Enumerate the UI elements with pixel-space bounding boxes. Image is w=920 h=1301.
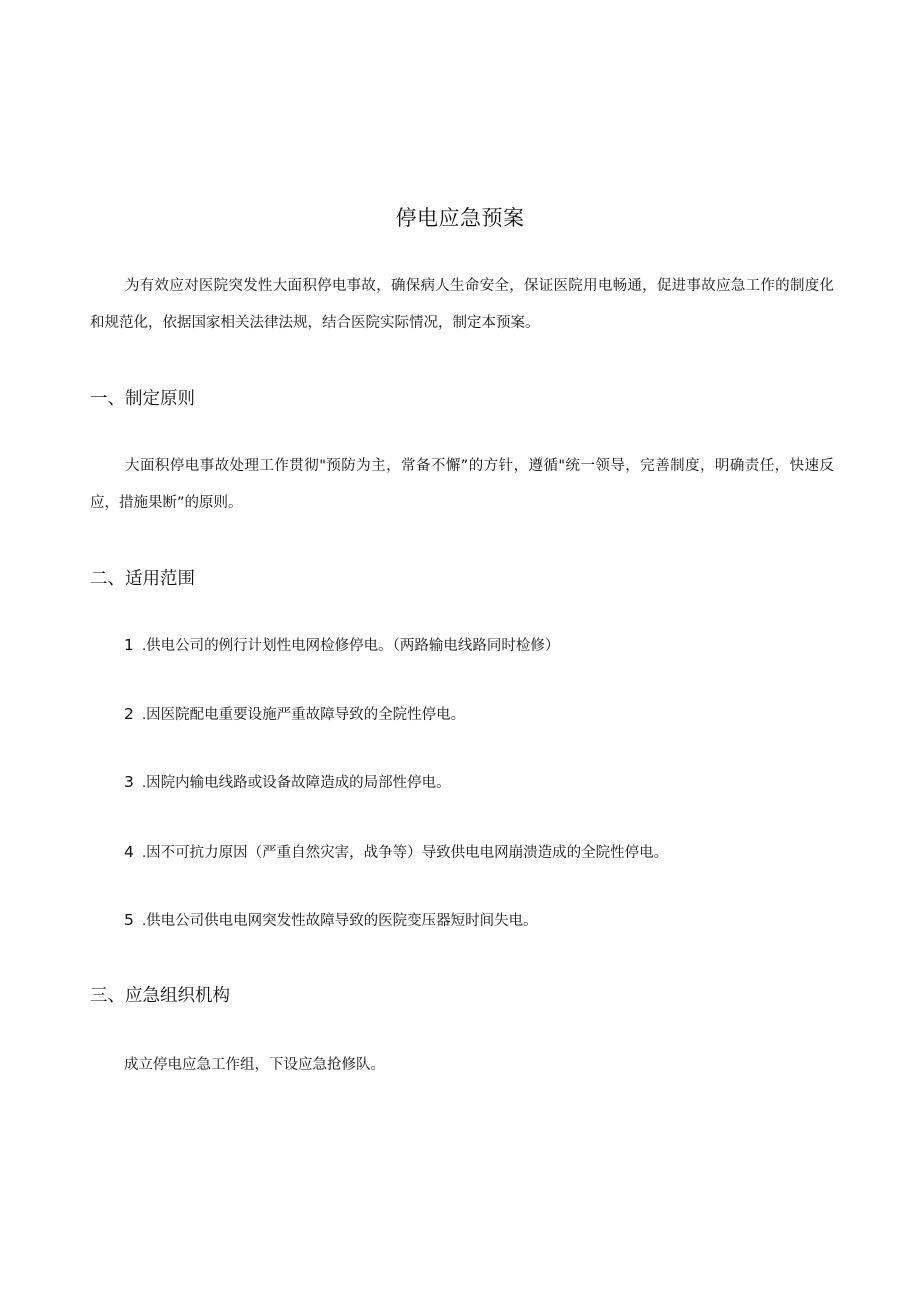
section-heading-principles: 一、制定原则 — [90, 389, 195, 409]
list-item-separator: . — [142, 639, 147, 654]
document-title: 停电应急预案 — [395, 206, 525, 230]
list-item-separator: . — [142, 708, 147, 723]
intro-paragraph: 为有效应对医院突发性大面积停电事故，确保病人生命安全，保证医院用电畅通，促进事故应急工作的制度化和规范化，依据国家相关法律法规，结合医院实际情况，制定本预案。 — [90, 278, 834, 331]
list-item-text: 供电公司供电电网突发性故障导致的医院变压器短时间失电。 — [146, 913, 538, 929]
list-item-text: 供电公司的例行计划性电网检修停电。（两路输电线路同时检修） — [146, 638, 560, 654]
list-item-number: 1 — [124, 636, 134, 654]
list-item-number: 5 — [124, 911, 134, 929]
list-item-text: 因医院配电重要设施严重故障导致的全院性停电。 — [146, 707, 466, 723]
principles-paragraph: 大面积停电事故处理工作贯彻"预防为主，常备不懈”的方针，遵循"统一领导，完善制度，明确责任，快速反应，措施果断”的原则。 — [90, 458, 834, 511]
section-heading-organization: 三、应急组织机构 — [90, 986, 230, 1006]
scope-list-item — [124, 909, 538, 933]
list-item-separator: . — [142, 914, 147, 929]
list-item-separator: . — [142, 776, 147, 791]
list-item-separator: . — [142, 846, 147, 861]
scope-list-item — [124, 771, 451, 795]
list-item-number: 2 — [124, 705, 134, 723]
list-item-text: 因不可抗力原因（严重自然灾害，战争等）导致供电电网崩溃造成的全院性停电。 — [146, 845, 669, 861]
scope-list-item — [124, 634, 559, 658]
list-item-text: 因院内输电线路或设备故障造成的局部性停电。 — [146, 775, 451, 791]
section-heading-scope: 二、适用范围 — [90, 569, 195, 589]
scope-list-item — [124, 703, 465, 727]
list-item-number: 4 — [124, 843, 134, 861]
list-item-number: 3 — [124, 773, 134, 791]
scope-list-item — [124, 841, 668, 865]
organization-paragraph: 成立停电应急工作组，下设应急抢修队。 — [124, 1057, 385, 1073]
